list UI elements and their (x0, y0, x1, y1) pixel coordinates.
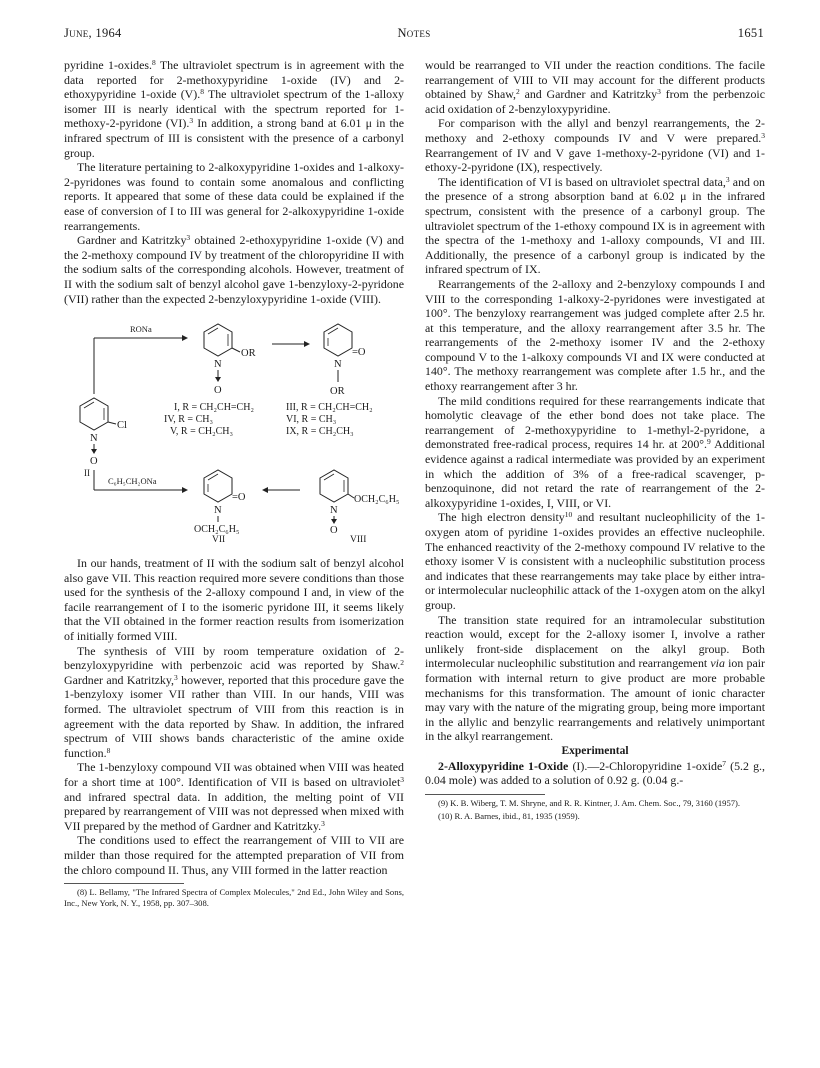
compound-vii-label: VII (212, 535, 226, 543)
left-column (64, 58, 404, 909)
compound-viii-label: VIII (350, 535, 367, 543)
paragraph: The synthesis of VIII by room temperature oxidation of 2-benzyloxypyridine with perbenzoic acid was reported by Shaw.$^2$ Gardner and Katritzky,$^3$ however, reported that this procedure gave the 1-benzyloxy isomer VII rather than VIII. In our hands, VIII was formed. The ultraviolet spectrum of VIII from this reaction is in agreement with the data reported by Shaw. In addition, the infrared spectrum of VIII shows bands characteristic of the amine oxide function.$^8$ (64, 643, 405, 760)
paragraph: The high electron density$^{10}$ and resultant nucleophilicity of the 1-oxygen atom of pyridine 1-oxides provides an effective nucleophile. The enhanced reactivity of the 2-methoxy compound IV relative to the ethoxy isomer V is consistent with a nucleophilic substitution process and indicates that these rearrangements may take place by either intra- or intermolecular nucleophilic attack of the 1-oxygen atom on the alkyl group. (425, 510, 765, 612)
compound-label: V, R = CH₂CH₃ (170, 426, 233, 438)
ring-nitrogen: N (90, 433, 98, 445)
reagent-benzyloxide: C₆H₅CH₂ONa (108, 476, 157, 487)
right-column (425, 58, 765, 822)
header-date: June, 1964 (64, 26, 122, 40)
compound-ii-label: II (84, 468, 90, 479)
hidden-o: O (338, 318, 339, 320)
paragraph: would be rearranged to VII under the reaction conditions. The facile rearrangement of VIII to VII may account for the different products obtained by Shaw,$^2$ and Gardner and Katritzky$^3$ from the perbenzoic acid oxidation of 2-benzyloxypyridine. (425, 58, 765, 116)
header-section: Notes (397, 26, 431, 40)
section-heading: Experimental (561, 744, 629, 757)
ring-nitrogen: N (214, 359, 222, 371)
paragraph: The literature pertaining to 2-alkoxypyridine 1-oxides and 1-alkoxy-2-pyridones was found to contain some anomalous and conflicting reports. It appeared that some of these data could be explained if the ease of conversion of I to III was general for 2-alkoxypyridine 1-oxide rearrangements. (64, 160, 404, 233)
paragraph: The mild conditions required for these rearrangements indicate that homolytic cleavage of the ether bond does not take place. The rearrangement of 2-methoxypyridine to 1-methyl-2-pyridone, a demonstrated free-radical process, requires 14 hr. at 200°.$^9$ Additional evidence against a radical intermediate was provided by an experiment in which the addition of 3% of a free-radical scavenger, p-benzoquinone, did not retard the rate of rearrangement of the 2-alkoxypyridine 1-oxides, I, VIII, or VI. (425, 393, 765, 510)
reaction-scheme-svg (64, 314, 404, 542)
n-oxide-oxygen: O (90, 456, 98, 468)
paragraph: The transition state required for an intramolecular substitution reaction would, except for the 2-alloxy isomer I, involve a rather unlikely front-side displacement on the alkyl group. Both intermolecular nucleophilic substitution and rearrangement via ion pair formation with internal return to give product are more probable mechanisms for this transformation. The amount of ionic character may vary with the nature of the migrating group, being more important in the allylic and benzylic rearrangements and relatively unimportant in the alkyl rearrangement. (425, 612, 765, 744)
compound-label: I, R = CH₂CH=CH₂ (174, 402, 254, 414)
benzyloxy-group: OCH₂C₆H₅ (354, 494, 400, 506)
footnotes (64, 884, 404, 909)
compound-label: VI, R = CH₃ (286, 414, 337, 426)
paragraph: The identification of VI is based on ultraviolet spectral data,$^3$ and on the presence of a strong absorption band at 6.02 μ in the infrared spectrum, consistent with the presence of a carbonyl group. The ultraviolet spectrum of the 1-ethoxy compound IX is in agreement with the spectra of the 1-methoxy and 1-alloxy compounds, VI and III. Additionally, the presence of a carbonyl group is indicated by the infrared spectrum of IX. (425, 174, 765, 277)
n-alkoxy-group: OR (330, 386, 345, 398)
reagent-rona: RONa (130, 324, 152, 335)
compound-label: IV, R = CH₃ (164, 414, 213, 426)
compound-label: III, R = CH₂CH=CH₂ (286, 402, 373, 414)
paragraph: In our hands, treatment of II with the sodium salt of benzyl alcohol also gave VII. This reaction required more severe conditions than those used for the synthesis of the 2-alloxy compound I and, in view of the facile rearrangement of I to the isomeric pyridone III, it seems likely that the VII obtained in the former reaction results from isomerization of initially formed VIII. (64, 556, 404, 644)
footnote: (10) R. A. Barnes, ibid., 81, 1935 (1959). (438, 811, 580, 822)
paragraph: The 1-benzyloxy compound VII was obtained when VIII was heated for a short time at 100°. Identification of VII is based on ultraviolet$^3$ and infrared spectral data. In addition, the melting point of VII prepared by rearrangement of VIII was not depressed when mixed with VII prepared by the method of Gardner and Katritzky.$^3$ (64, 760, 404, 833)
paragraph: 2-Alloxypyridine 1-Oxide (I).—2-Chloropyridine 1-oxide$^7$ (5.2 g., 0.04 mole) was added to a solution of 0.92 g. (0.04 g.- (425, 758, 765, 788)
paragraph: Gardner and Katritzky$^3$ obtained 2-ethoxypyridine 1-oxide (V) and the 2-methoxy compound IV by treatment of the chloropyridine II with the sodium salts of the corresponding alcohols. However, treatment of II with the sodium salt of benzyl alcohol gave 1-benzyloxy-2-pyridone (VII) rather than the expected 2-benzyloxypyridine 1-oxide (VIII). (64, 233, 404, 306)
paragraph: The conditions used to effect the rearrangement of VIII to VII are milder than those required for the attempted preparation of VII from the chloro compound II. Thus, any VIII formed in the latter reaction (64, 833, 404, 877)
paragraph: Rearrangements of the 2-alloxy and 2-benzyloxy compounds I and VIII to the corresponding 1-alkoxy-2-pyridones were investigated at 100°. The benzyloxy rearrangement was judged complete after 2.5 hr. at this temperature, and the alloxy rearrangement after 3.5 hr. The rearrangements of the 2-methoxy isomer IV and the 2-ethoxy compound V to the 1-alkoxy compounds VI and IX were conducted at 140°. The methoxy rearrangement was complete after 1.5 hr., and the ethoxy rearrangement after 3 hr. (425, 276, 765, 394)
footnote: (9) K. B. Wiberg, T. M. Shryne, and R. R. Kintner, J. Am. Chem. Soc., 79, 3160 (1957). (438, 797, 741, 808)
ring-nitrogen: N (334, 359, 342, 371)
carbonyl-oxygen: =O (232, 492, 246, 504)
compound-label: IX, R = CH₂CH₃ (286, 426, 354, 438)
running-header (64, 26, 764, 42)
ring-nitrogen: N (330, 505, 338, 517)
n-oxide-oxygen: O (214, 385, 222, 397)
substituent-or: OR (241, 348, 256, 360)
footnote: (8) L. Bellamy, "The Infrared Spectra of Complex Molecules," 2nd Ed., John Wiley and Sons, Inc., New York, N. Y., 1958, pp. 307–308. (64, 887, 404, 908)
benzyloxy-group: OCH₂C₆H₅ (194, 524, 240, 536)
chloro-substituent: Cl (117, 420, 127, 432)
n-oxide-oxygen: O (330, 525, 338, 537)
carbonyl-oxygen: =O (352, 347, 366, 359)
reaction-scheme (64, 314, 404, 542)
header-page-number: 1651 (737, 26, 764, 40)
ring-nitrogen: N (214, 505, 222, 517)
paragraph: For comparison with the allyl and benzyl rearrangements, the 2-methoxy and 2-ethoxy compounds IV and V were prepared.$^3$ Rearrangement of IV and V gave 1-methoxy-2-pyridone (VI) and 1-ethoxy-2-pyridone (IX), respectively. (425, 116, 765, 175)
footnotes (425, 795, 765, 823)
paragraph: pyridine 1-oxides.$^8$ The ultraviolet spectrum is in agreement with the data reported for 2-methoxypyridine 1-oxide (IV) and 2-ethoxypyridine 1-oxide (V).$^8$ The ultraviolet spectrum of the 1-alloxy isomer III is nearly identical with the spectrum reported for 1-methoxy-2-pyridone (VI).$^3$ In addition, a strong band at 6.01 μ in the infrared spectrum of III is consistent with the presence of a carbonyl group. (64, 58, 405, 160)
